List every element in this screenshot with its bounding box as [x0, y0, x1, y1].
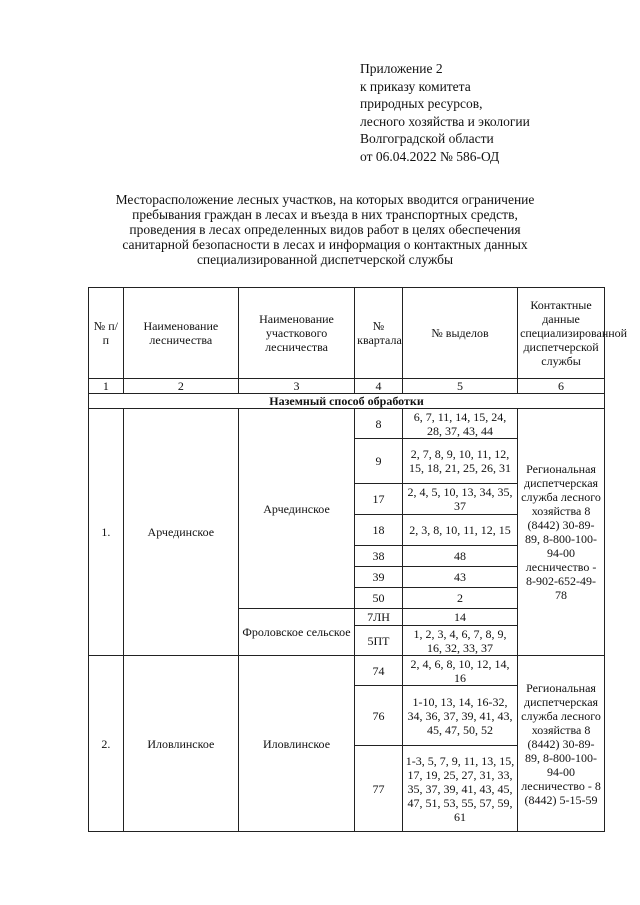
title-line: санитарной безопасности в лесах и информация о контактных данных [122, 237, 528, 252]
column-number-row [89, 379, 605, 394]
appendix-line: Волгоградской области [360, 131, 494, 146]
appendix-block [360, 60, 620, 165]
appendix-line: лесного хозяйства и экологии [360, 113, 530, 129]
col-number: 4 [355, 379, 403, 394]
plots-list: 2, 3, 8, 10, 11, 12, 15 [402, 515, 517, 546]
title-line: проведения в лесах определенных видов работ в целях обеспечения [129, 222, 521, 237]
forestry-name: Иловлинское [123, 656, 238, 832]
title-line: специализированной диспетчерской службы [196, 252, 454, 267]
quarter-number: 77 [355, 746, 403, 832]
header-row [89, 288, 605, 379]
quarter-number: 8 [355, 409, 403, 439]
district-name: Иловлинское [238, 656, 354, 832]
header-num: № п/п [89, 288, 124, 379]
plots-list: 1-3, 5, 7, 9, 11, 13, 15, 17, 19, 25, 27, 31, 33, 35, 37, 39, 41, 43, 45, 47, 51, 53, 55, 57, 59, 61 [402, 746, 517, 832]
plots-list: 2, 4, 5, 10, 13, 34, 35, 37 [402, 484, 517, 515]
plots-list: 2, 4, 6, 8, 10, 12, 14, 16 [402, 656, 517, 686]
quarter-number: 38 [355, 546, 403, 567]
title-line: Месторасположение лесных участков, на которых вводится ограничение [115, 192, 535, 207]
appendix-line: Приложение 2 [360, 61, 443, 76]
quarter-number: 76 [355, 686, 403, 746]
plots-list: 2 [402, 588, 517, 609]
plots-list: 1, 2, 3, 4, 6, 7, 8, 9, 16, 32, 33, 37 [402, 626, 517, 656]
section-row [89, 394, 605, 409]
section-title: Наземный способ обработки [89, 394, 605, 409]
plots-list: 1-10, 13, 14, 16-32, 34, 36, 37, 39, 41, 43, 45, 47, 50, 52 [402, 686, 517, 746]
col-number: 3 [238, 379, 354, 394]
plots-list: 2, 7, 8, 9, 10, 11, 12, 15, 18, 21, 25, 26, 31 [402, 439, 517, 484]
row-number: 2. [89, 656, 124, 832]
col-number: 2 [123, 379, 238, 394]
contacts-cell: Региональная диспетчерская служба лесного хозяйства 8 (8442) 30-89-89, 8-800-100-94-00 лесничество - 8 (8442) 5-15-59 [518, 656, 605, 832]
header-plots: № выделов [402, 288, 517, 379]
quarter-number: 50 [355, 588, 403, 609]
col-number: 6 [518, 379, 605, 394]
quarter-number: 7ЛН [355, 609, 403, 626]
plots-list: 43 [402, 567, 517, 588]
plots-list: 14 [402, 609, 517, 626]
table-row [89, 656, 605, 686]
title-line: пребывания граждан в лесах и въезда в них транспортных средств, [132, 207, 518, 222]
header-forestry: Наименование лесничества [123, 288, 238, 379]
quarter-number: 74 [355, 656, 403, 686]
document-title [70, 192, 580, 267]
appendix-line: к приказу комитета [360, 78, 471, 94]
forestry-name: Арчединское [123, 409, 238, 656]
plots-list: 6, 7, 11, 14, 15, 24, 28, 37, 43, 44 [402, 409, 517, 439]
appendix-line: от 06.04.2022 № 586-ОД [360, 148, 500, 164]
row-number: 1. [89, 409, 124, 656]
col-number: 1 [89, 379, 124, 394]
header-contacts: Контактные данные специализированной диспетчерской службы [518, 288, 605, 379]
district-name: Фроловское сельское [238, 609, 354, 656]
quarter-number: 39 [355, 567, 403, 588]
appendix-line: природных ресурсов, [360, 96, 483, 111]
quarter-number: 5ПТ [355, 626, 403, 656]
col-number: 5 [402, 379, 517, 394]
plots-list: 48 [402, 546, 517, 567]
quarter-number: 17 [355, 484, 403, 515]
district-name: Арчединское [238, 409, 354, 609]
contacts-cell: Региональная диспетчерская служба лесного хозяйства 8 (8442) 30-89-89, 8-800-100-94-00 лесничество - 8-902-652-49-78 [518, 409, 605, 656]
header-quarter: № квартала [355, 288, 403, 379]
quarter-number: 18 [355, 515, 403, 546]
forest-plots-table [88, 287, 628, 832]
quarter-number: 9 [355, 439, 403, 484]
header-district: Наименование участкового лесничества [238, 288, 354, 379]
table-row [89, 409, 605, 439]
